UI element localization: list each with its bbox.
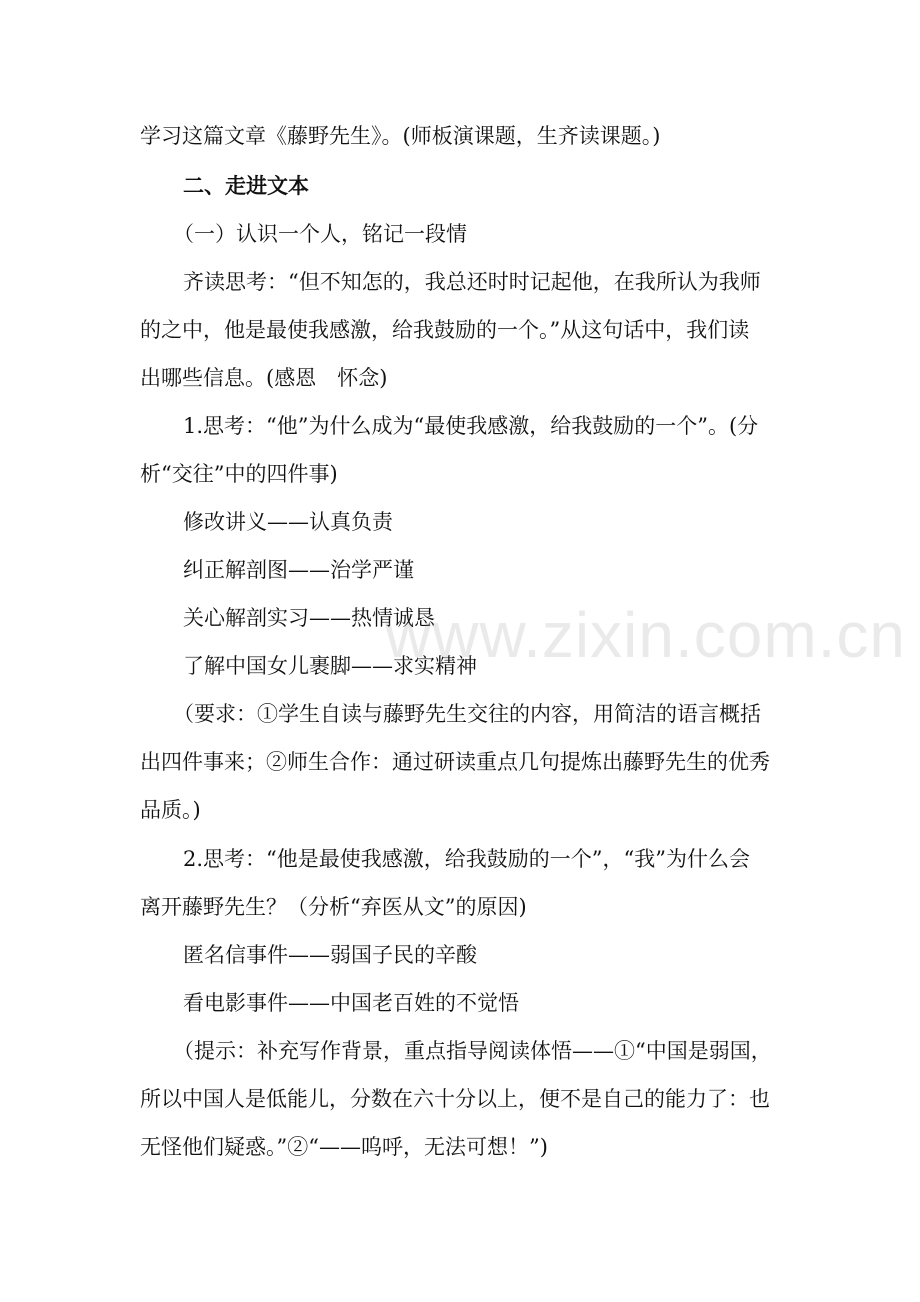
text-line: 离开藤野先生？（分析“弃医从文”的原因) — [140, 895, 527, 919]
list-item: 纠正解剖图——治学严谨 — [183, 558, 414, 582]
text-line: （提示：补充写作背景，重点指导阅读体悟——①“中国是弱国， — [173, 1039, 772, 1063]
list-item: 匿名信事件——弱国子民的辛酸 — [183, 943, 477, 967]
text-line: 的之中，他是最使我感激，给我鼓励的一个。”从这句话中，我们读 — [140, 318, 750, 342]
list-item: 修改讲义——认真负责 — [183, 510, 393, 534]
text-line: （要求：①学生自读与藤野先生交往的内容，用简洁的语言概括 — [173, 702, 761, 726]
list-item: 了解中国女儿裹脚——求实精神 — [183, 654, 477, 678]
list-item: 关心解剖实习——热情诚恳 — [183, 606, 435, 630]
text-line: 出四件事来；②师生合作：通过研读重点几句提炼出藤野先生的优秀 — [140, 750, 770, 774]
question-line: 1.思考：“他”为什么成为“最使我感激，给我鼓励的一个”。(分 — [183, 414, 759, 438]
text-line: 学习这篇文章《藤野先生》。(师板演课题，生齐读课题。) — [140, 124, 661, 148]
text-line: 析“交往”中的四件事) — [140, 462, 338, 486]
text-line: 出哪些信息。(感恩 怀念) — [140, 366, 388, 390]
section-heading: 二、走进文本 — [183, 173, 309, 198]
text-line: 所以中国人是低能儿，分数在六十分以上，便不是自己的能力了：也 — [140, 1087, 770, 1111]
watermark: www.zixin.com.cn — [385, 599, 906, 671]
question-line: 2.思考：“他是最使我感激，给我鼓励的一个”，“我”为什么会 — [183, 847, 750, 871]
text-line: 齐读思考：“但不知怎的，我总还时时记起他，在我所认为我师 — [183, 270, 761, 294]
text-line: 无怪他们疑惑。”②“——呜呼，无法可想！”) — [140, 1135, 548, 1159]
list-item: 看电影事件——中国老百姓的不觉悟 — [183, 991, 519, 1015]
subsection-heading: （一）认识一个人，铭记一段情 — [173, 222, 467, 246]
text-line: 品质。) — [140, 798, 201, 822]
